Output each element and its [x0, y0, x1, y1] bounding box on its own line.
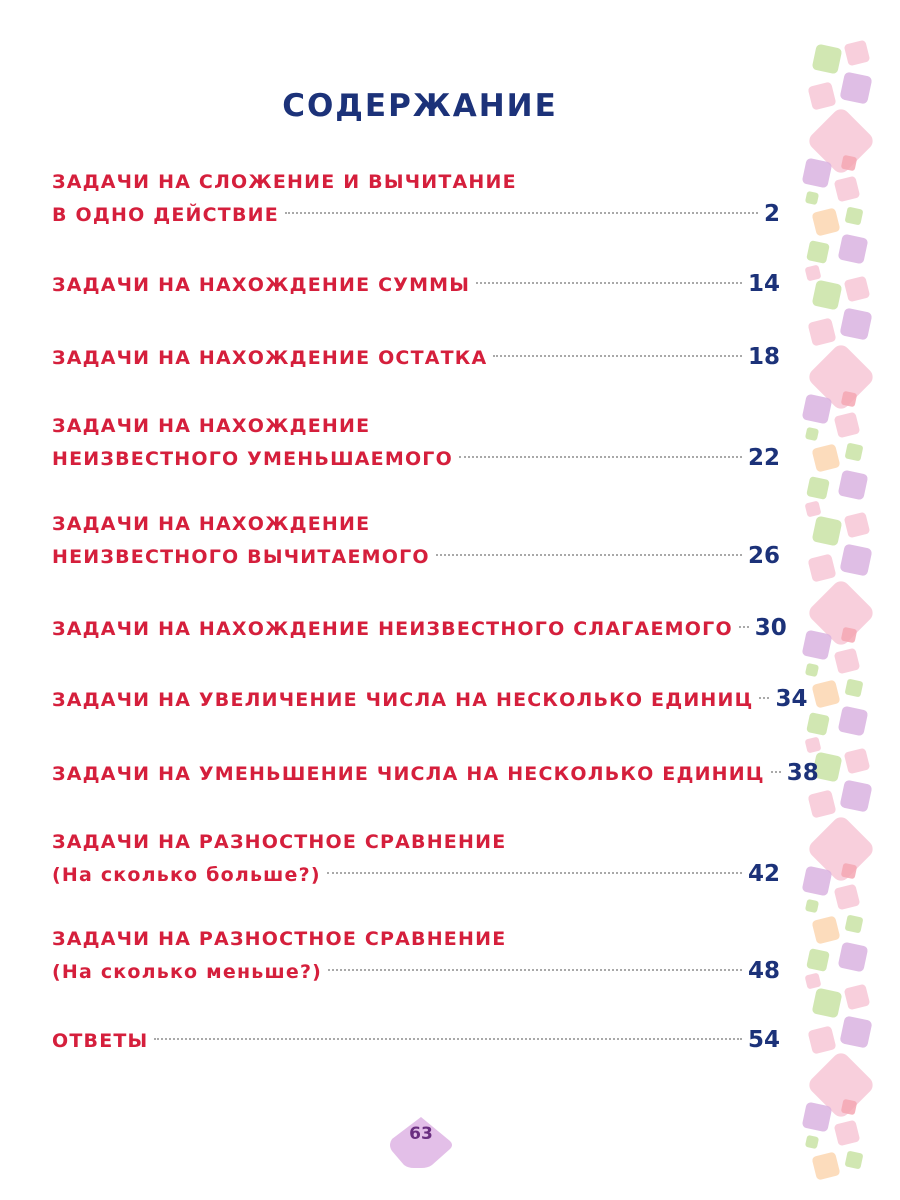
toc-entry[interactable] — [52, 612, 787, 644]
toc-entry[interactable] — [52, 826, 780, 890]
page-number: 63 — [409, 1124, 433, 1144]
toc-page-number: 42 — [747, 861, 780, 887]
decorative-square — [845, 679, 864, 698]
decorative-square — [834, 648, 861, 675]
toc-entry-title: НЕИЗВЕСТНОГО ВЫЧИТАЕМОГО — [52, 546, 430, 568]
decorative-square — [807, 789, 836, 818]
decorative-square — [811, 207, 840, 236]
decorative-square — [805, 973, 822, 990]
decorative-square — [841, 863, 858, 880]
decorative-square — [807, 553, 836, 582]
toc-entry-title: (На сколько меньше?) — [52, 961, 323, 983]
dot-leader — [759, 697, 769, 699]
decorative-square — [807, 317, 836, 346]
dot-leader — [328, 969, 742, 971]
toc-entry-title: ЗАДАЧИ НА УМЕНЬШЕНИЕ ЧИСЛА НА НЕСКОЛЬКО ЕДИНИЦ — [52, 763, 765, 785]
dot-leader — [154, 1038, 742, 1040]
decorative-square — [845, 443, 864, 462]
dot-leader — [493, 355, 742, 357]
decorative-square — [834, 1120, 861, 1147]
decorative-square — [844, 748, 871, 775]
toc-entry-title: ОТВЕТЫ — [52, 1030, 149, 1052]
decorative-square — [841, 155, 858, 172]
decorative-squares-border — [796, 40, 900, 1200]
decorative-square — [841, 627, 858, 644]
decorative-square — [807, 81, 836, 110]
decorative-square — [812, 44, 843, 75]
decorative-square — [838, 234, 869, 265]
dot-leader — [739, 626, 749, 628]
decorative-square — [806, 948, 830, 972]
toc-entry-title-line: ЗАДАЧИ НА РАЗНОСТНОЕ СРАВНЕНИЕ — [52, 928, 507, 950]
decorative-square — [811, 679, 840, 708]
decorative-square — [839, 71, 872, 104]
toc-page-number: 54 — [747, 1027, 780, 1053]
decorative-square — [834, 884, 861, 911]
dot-leader — [459, 456, 742, 458]
decorative-square — [802, 866, 833, 897]
toc-entry[interactable] — [52, 923, 780, 987]
toc-entry-title-line: ЗАДАЧИ НА СЛОЖЕНИЕ И ВЫЧИТАНИЕ — [52, 171, 517, 193]
toc-entry-title: ЗАДАЧИ НА УВЕЛИЧЕНИЕ ЧИСЛА НА НЕСКОЛЬКО ЕДИНИЦ — [52, 689, 754, 711]
toc-page-number: 26 — [747, 543, 780, 569]
decorative-square — [841, 391, 858, 408]
decorative-square — [805, 899, 819, 913]
toc-page-number: 18 — [747, 344, 780, 370]
page-title: СОДЕРЖАНИЕ — [282, 88, 558, 124]
decorative-square — [838, 942, 869, 973]
dot-leader — [476, 282, 742, 284]
toc-entry-title: НЕИЗВЕСТНОГО УМЕНЬШАЕМОГО — [52, 448, 453, 470]
decorative-square — [811, 443, 840, 472]
toc-entry[interactable] — [52, 166, 780, 230]
decorative-square — [802, 394, 833, 425]
decorative-square — [844, 40, 871, 66]
decorative-square — [844, 512, 871, 539]
toc-page-number: 38 — [786, 760, 819, 786]
decorative-square — [805, 427, 819, 441]
toc-entry-title: ЗАДАЧИ НА НАХОЖДЕНИЕ НЕИЗВЕСТНОГО СЛАГАЕМОГО — [52, 618, 733, 640]
toc-entry[interactable] — [52, 410, 780, 474]
decorative-square — [811, 1151, 840, 1180]
decorative-square — [845, 207, 864, 226]
decorative-square — [839, 543, 872, 576]
decorative-square — [844, 984, 871, 1011]
dot-leader — [327, 872, 742, 874]
decorative-square — [838, 470, 869, 501]
decorative-square — [802, 1102, 833, 1133]
toc-page-number: 14 — [747, 271, 780, 297]
decorative-square — [802, 158, 833, 189]
toc-entry[interactable] — [52, 683, 808, 715]
toc-entry-title: ЗАДАЧИ НА НАХОЖДЕНИЕ ОСТАТКА — [52, 347, 488, 369]
toc-entry[interactable] — [52, 341, 780, 373]
toc-entry[interactable] — [52, 757, 819, 789]
toc-entry[interactable] — [52, 1024, 780, 1056]
decorative-square — [806, 476, 830, 500]
toc-entry[interactable] — [52, 268, 780, 300]
toc-page-number: 2 — [763, 201, 780, 227]
decorative-square — [806, 712, 830, 736]
toc-entry-title-line: ЗАДАЧИ НА РАЗНОСТНОЕ СРАВНЕНИЕ — [52, 831, 507, 853]
decorative-square — [834, 176, 861, 203]
decorative-square — [839, 1015, 872, 1048]
decorative-square — [844, 276, 871, 303]
decorative-square — [805, 191, 819, 205]
toc-entry-title: В ОДНО ДЕЙСТВИЕ — [52, 204, 279, 226]
dot-leader — [285, 212, 758, 214]
toc-page-number: 30 — [754, 615, 787, 641]
decorative-square — [805, 265, 822, 282]
table-of-contents — [52, 0, 819, 1200]
decorative-square — [812, 280, 843, 311]
decorative-square — [839, 779, 872, 812]
toc-entry[interactable] — [52, 508, 780, 572]
decorative-square — [834, 412, 861, 439]
decorative-square — [838, 706, 869, 737]
decorative-square — [805, 501, 822, 518]
toc-entry-title: ЗАДАЧИ НА НАХОЖДЕНИЕ СУММЫ — [52, 274, 471, 296]
decorative-square — [841, 1099, 858, 1116]
toc-page-number: 48 — [747, 958, 780, 984]
decorative-square — [806, 240, 830, 264]
decorative-square — [805, 1135, 819, 1149]
decorative-square — [805, 737, 822, 754]
decorative-square — [812, 516, 843, 547]
toc-entry-title-line: ЗАДАЧИ НА НАХОЖДЕНИЕ — [52, 513, 371, 535]
decorative-square — [802, 630, 833, 661]
decorative-square — [845, 1151, 864, 1170]
decorative-square — [805, 663, 819, 677]
dot-leader — [771, 771, 781, 773]
dot-leader — [436, 554, 742, 556]
toc-entry-title: (На сколько больше?) — [52, 864, 321, 886]
decorative-square — [812, 988, 843, 1019]
decorative-square — [845, 915, 864, 934]
toc-page-number: 22 — [747, 445, 780, 471]
toc-page-number: 34 — [775, 686, 808, 712]
decorative-square — [807, 1025, 836, 1054]
toc-entry-title-line: ЗАДАЧИ НА НАХОЖДЕНИЕ — [52, 415, 371, 437]
decorative-square — [811, 915, 840, 944]
decorative-square — [839, 307, 872, 340]
